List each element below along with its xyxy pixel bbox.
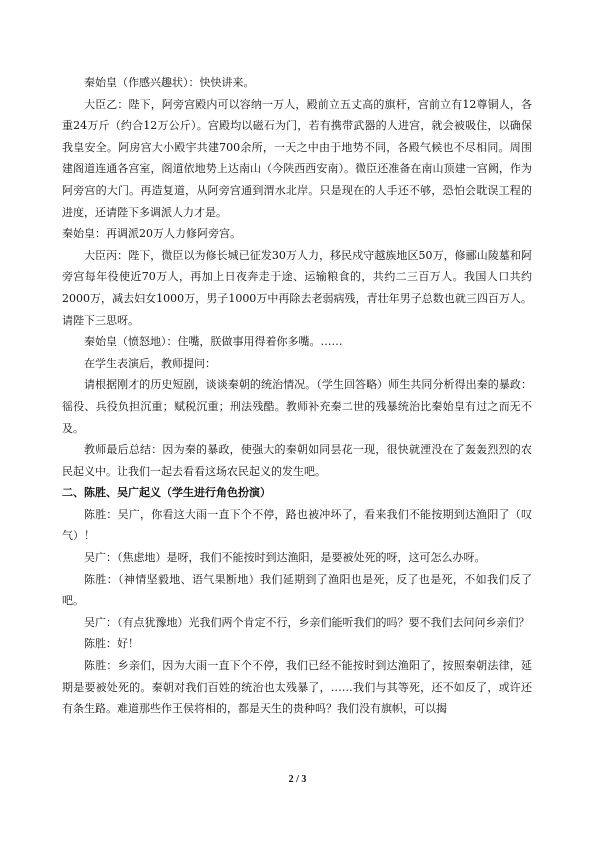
paragraph: 教师最后总结：因为秦的暴政，使强大的秦朝如同昙花一现，很快就湮没在了轰轰烈烈的农民起义中。让我们一起去看看这场农民起义的发生吧。 <box>62 443 532 478</box>
page-number: 2 / 3 <box>288 774 307 785</box>
paragraph: 秦始皇（愤怒地）：住嘴，朕做事用得着你多嘴。…… <box>84 335 343 349</box>
paragraph: 秦始皇：再调派20万人力修阿旁宫。 <box>62 227 241 241</box>
dialogue-line: 陈胜：乡亲们，因为大雨一直下个不停，我们已经不能按时到达渔阳了，按照秦朝法律，延期是要被处死的。秦朝对我们百姓的统治也太残暴了，……我们与其等死，还不如反了，或许还有条生路。难道那些作王侯将相的，都是天生的贵种吗？我们没有旗帜，可以揭 <box>62 659 532 716</box>
dialogue-line: 吴广：（焦虑地）是呀，我们不能按时到达渔阳，是要被处死的呀，这可怎么办呀。 <box>84 551 486 565</box>
paragraph: 大臣乙：陛下，阿旁宫殿内可以容纳一万人，殿前立五丈高的旗杆，宫前立有12尊铜人，各重24万斤（约合12万公斤）。宫殿均以磁石为门，若有携带武器的人进宫，就会被吸住，以确保我皇安全。阿房宫大小殿宇共建700余所，一天之中由于地势不同，各殿气候也不尽相同。周围建阁道连通各宫室，阁道依地势上达南山（今陕西西安南）。微臣还准备在南山顶建一宫阙，作为阿旁宫的大门。再造复道，从阿旁宫通到渭水北岸。只是现在的人手还不够，恐怕会耽误工程的进度，还请陛下多调派人力才是。 <box>62 97 532 219</box>
dialogue-line: 陈胜：吴广，你看这大雨一直下个不停，路也被冲坏了，看来我们不能按期到达渔阳了（叹气）！ <box>62 507 532 543</box>
paragraph: 请根据刚才的历史短剧，谈谈秦朝的统治情况。（学生回答略）师生共同分析得出秦的暴政：徭役、兵役负担沉重；赋税沉重；刑法残酷。教师补充秦二世的残暴统治比秦始皇有过之而无不及。 <box>62 378 532 435</box>
paragraph: 在学生表演后，教师提问： <box>84 356 216 370</box>
dialogue-line: 陈胜：（神情坚毅地、语气果断地）我们延期到了渔阳也是死，反了也是死，不如我们反了吧。 <box>62 572 532 608</box>
dialogue-line: 吴广：（有点犹豫地）光我们两个肯定不行，乡亲们能听我们的吗？要不我们去问问乡亲们？ <box>84 615 530 629</box>
paragraph: 大臣丙：陛下，微臣以为修长城已征发30万人力，移民戍守越族地区50万，修郦山陵墓和阿旁宫每年役使近70万人，再加上日夜奔走于途、运输粮食的，共约二三百万人。我国人口共约2000万，减去妇女1000万，男子1000万中再除去老弱病残，青壮年男子总数也就三四百万人。请陛下三思呀。 <box>62 248 532 327</box>
section-heading: 二、陈胜、吴广起义（学生进行角色扮演） <box>62 486 271 500</box>
paragraph: 秦始皇（作感兴趣状）：快快讲来。 <box>84 76 255 89</box>
document-body <box>62 72 532 720</box>
dialogue-line: 陈胜：好！ <box>84 637 139 651</box>
